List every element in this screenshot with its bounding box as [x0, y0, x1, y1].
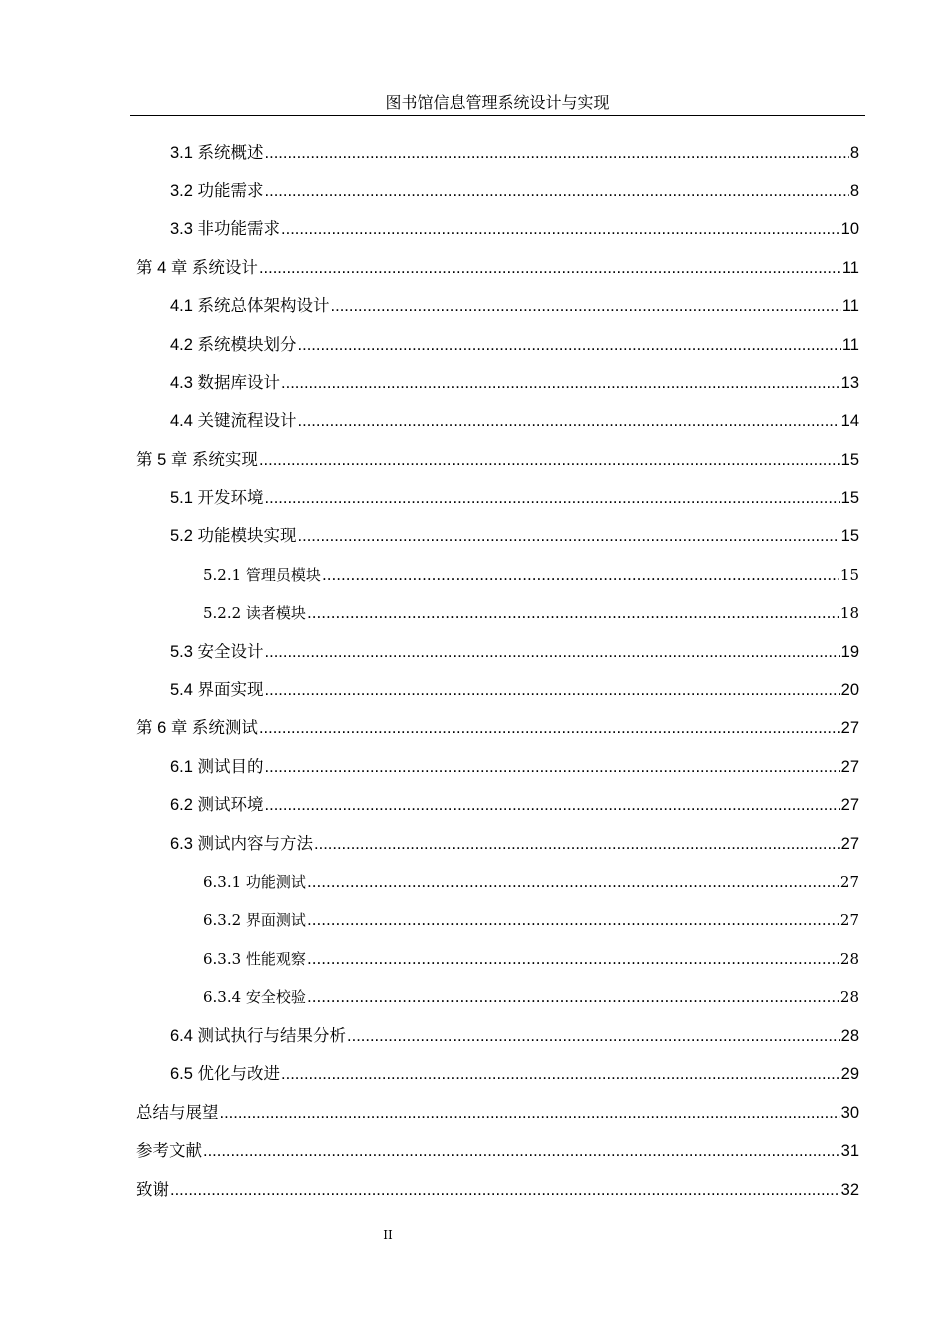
toc-entry-5-1[interactable] [170, 485, 859, 509]
dot-leader [298, 410, 840, 432]
toc-entry-label: 致谢 [136, 1181, 169, 1199]
dot-leader [265, 794, 840, 816]
dot-leader [265, 679, 840, 701]
toc-entry-page: 15 [840, 527, 859, 545]
toc-entry-page: 28 [839, 988, 859, 1006]
toc-entry-page: 10 [840, 220, 859, 238]
dot-leader [307, 909, 839, 931]
dot-leader [298, 525, 840, 547]
dot-leader [265, 487, 840, 509]
toc-entry-page: 11 [841, 259, 859, 277]
dot-leader [259, 449, 840, 471]
toc-entry-page: 19 [840, 643, 859, 661]
dot-leader [314, 833, 840, 855]
toc-entry-label: 3.2 功能需求 [170, 182, 264, 200]
dot-leader [331, 295, 841, 317]
toc-entry-page: 18 [839, 604, 859, 622]
toc-entry-page: 11 [841, 297, 859, 315]
toc-entry-acknowledgements[interactable] [136, 1177, 859, 1201]
toc-entry-page: 27 [840, 796, 859, 814]
toc-entry-page: 27 [840, 835, 859, 853]
toc-entry-label: 4.2 系统模块划分 [170, 336, 297, 354]
toc-entry-label: 6.3.2 界面测试 [203, 911, 306, 929]
dot-leader [265, 180, 849, 202]
dot-leader [281, 218, 840, 240]
dot-leader [281, 1063, 840, 1085]
toc-entry-label: 4.4 关键流程设计 [170, 412, 297, 430]
toc-entry-chapter-4[interactable] [136, 255, 859, 279]
toc-entry-page: 15 [839, 566, 859, 584]
toc-entry-label: 总结与展望 [136, 1104, 219, 1122]
toc-entry-5-2-2[interactable] [203, 600, 859, 624]
running-header: 图书馆信息管理系统设计与实现 [130, 91, 865, 116]
toc-entry-4-4[interactable] [170, 408, 859, 432]
toc-entry-page: 27 [839, 873, 859, 891]
toc-entry-page: 32 [840, 1181, 859, 1199]
dot-leader [281, 372, 840, 394]
toc-entry-6-3-4[interactable] [203, 984, 859, 1008]
toc-entry-page: 8 [849, 144, 859, 162]
dot-leader [259, 717, 840, 739]
toc-entry-4-2[interactable] [170, 332, 859, 356]
toc-entry-6-1[interactable] [170, 754, 859, 778]
toc-entry-6-4[interactable] [170, 1023, 859, 1047]
toc-entry-label: 6.3 测试内容与方法 [170, 835, 314, 853]
toc-entry-5-2-1[interactable] [203, 562, 859, 586]
toc-entry-page: 31 [840, 1142, 859, 1160]
toc-entry-label: 第 6 章 系统测试 [136, 719, 258, 737]
toc-entry-page: 20 [840, 681, 859, 699]
toc-entry-label: 5.2.1 管理员模块 [203, 566, 321, 584]
toc-entry-page: 8 [849, 182, 859, 200]
dot-leader [347, 1025, 840, 1047]
toc-entry-label: 5.2.2 读者模块 [203, 604, 306, 622]
toc-entry-5-4[interactable] [170, 677, 859, 701]
toc-entry-6-3-3[interactable] [203, 946, 859, 970]
dot-leader [265, 756, 840, 778]
toc-entry-page: 27 [840, 758, 859, 776]
toc-entry-page: 13 [840, 374, 859, 392]
toc-entry-6-3-1[interactable] [203, 869, 859, 893]
toc-entry-label: 参考文献 [136, 1142, 202, 1160]
dot-leader [220, 1102, 840, 1124]
dot-leader [265, 641, 840, 663]
toc-entry-page: 29 [840, 1065, 859, 1083]
toc-entry-label: 5.2 功能模块实现 [170, 527, 297, 545]
toc-entry-label: 第 5 章 系统实现 [136, 451, 258, 469]
toc-entry-3-2[interactable] [170, 178, 859, 202]
dot-leader [259, 257, 841, 279]
toc-entry-page: 28 [840, 1027, 859, 1045]
toc-entry-label: 5.1 开发环境 [170, 489, 264, 507]
toc-entry-references[interactable] [136, 1138, 859, 1162]
toc-entry-page: 11 [841, 336, 859, 354]
toc-entry-label: 3.1 系统概述 [170, 144, 264, 162]
toc-entry-page: 27 [839, 911, 859, 929]
dot-leader [265, 142, 849, 164]
dot-leader [307, 871, 839, 893]
dot-leader [307, 602, 839, 624]
toc-entry-page: 28 [839, 950, 859, 968]
toc-entry-6-3[interactable] [170, 831, 859, 855]
toc-entry-label: 6.1 测试目的 [170, 758, 264, 776]
toc-entry-page: 30 [840, 1104, 859, 1122]
toc-entry-5-2[interactable] [170, 523, 859, 547]
toc-entry-page: 27 [840, 719, 859, 737]
toc-entry-label: 4.3 数据库设计 [170, 374, 281, 392]
toc-entry-4-1[interactable] [170, 293, 859, 317]
toc-entry-3-1[interactable] [170, 140, 859, 164]
page-number: II [383, 1228, 393, 1242]
toc-entry-label: 3.3 非功能需求 [170, 220, 281, 238]
dot-leader [170, 1179, 840, 1201]
dot-leader [298, 334, 841, 356]
toc-entry-6-2[interactable] [170, 792, 859, 816]
toc-entry-6-3-2[interactable] [203, 907, 859, 931]
dot-leader [307, 986, 839, 1008]
toc-entry-page: 15 [840, 451, 859, 469]
toc-entry-label: 5.4 界面实现 [170, 681, 264, 699]
toc-entry-label: 6.4 测试执行与结果分析 [170, 1027, 347, 1045]
toc-entry-3-3[interactable] [170, 216, 859, 240]
toc-entry-label: 5.3 安全设计 [170, 643, 264, 661]
toc-entry-6-5[interactable] [170, 1061, 859, 1085]
toc-entry-label: 6.3.4 安全校验 [203, 988, 306, 1006]
dot-leader [203, 1140, 840, 1162]
toc-entry-chapter-5[interactable] [136, 447, 859, 471]
toc-entry-5-3[interactable] [170, 639, 859, 663]
toc-entry-page: 15 [840, 489, 859, 507]
dot-leader [307, 948, 839, 970]
toc-entry-label: 6.3.3 性能观察 [203, 950, 306, 968]
toc-entry-chapter-6[interactable] [136, 715, 859, 739]
toc-entry-label: 6.2 测试环境 [170, 796, 264, 814]
toc-entry-label: 6.3.1 功能测试 [203, 873, 306, 891]
dot-leader [322, 564, 839, 586]
toc-entry-conclusion[interactable] [136, 1100, 859, 1124]
toc-entry-label: 4.1 系统总体架构设计 [170, 297, 330, 315]
toc-entry-page: 14 [840, 412, 859, 430]
toc-entry-4-3[interactable] [170, 370, 859, 394]
toc-entry-label: 6.5 优化与改进 [170, 1065, 281, 1083]
toc-entry-label: 第 4 章 系统设计 [136, 259, 258, 277]
